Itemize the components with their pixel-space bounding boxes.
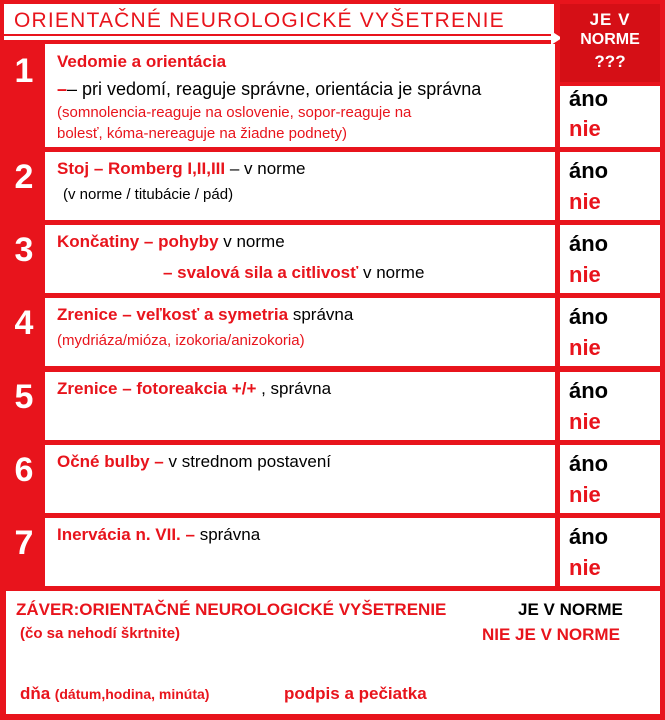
date-label: dňa <box>20 684 51 703</box>
answer-no[interactable]: nie <box>569 409 601 434</box>
row-number: 4 <box>14 304 34 342</box>
date-field[interactable] <box>20 684 209 704</box>
row-5-line <box>57 379 331 399</box>
row-5-answers <box>560 372 660 440</box>
row-2-note: (v norme / titubácie / pád) <box>63 186 234 203</box>
row-5-title: Zrenice – fotoreakcia +/+ <box>57 379 257 398</box>
row-2-line <box>57 159 305 179</box>
conclusion-section <box>6 591 660 714</box>
arrow-line <box>4 36 556 40</box>
conclusion-abnormal-option[interactable]: NIE JE V NORME <box>482 625 620 644</box>
row-4-answers <box>560 298 660 366</box>
conclusion-label: ZÁVER:ORIENTAČNÉ NEUROLOGICKÉ VYŠETRENIE <box>16 600 447 619</box>
row-number: 2 <box>14 158 34 196</box>
row-6-answers <box>560 445 660 513</box>
answer-yes[interactable]: áno <box>569 158 609 183</box>
conclusion-note: (čo sa nehodí škrtnite) <box>20 625 181 642</box>
row-6-line <box>57 452 331 472</box>
answer-no[interactable]: nie <box>569 262 601 287</box>
row-1-desc: –– pri vedomí, reaguje správne, orientácia je správna <box>57 79 482 99</box>
row-3-title: Končatiny – pohyby <box>57 232 219 251</box>
norm-header <box>560 4 660 82</box>
row-4-line <box>57 305 353 325</box>
row-2-value: – v norme <box>225 159 306 178</box>
row-2-answers <box>560 152 660 220</box>
row-6-title: Očné bulby – <box>57 452 164 471</box>
norm-header-line3: ??? <box>594 52 626 71</box>
title-bar <box>4 4 554 34</box>
row-3-answers <box>560 225 660 293</box>
answer-no[interactable]: nie <box>569 555 601 580</box>
row-7-line <box>57 525 260 545</box>
row-4-title: Zrenice – veľkosť a symetria <box>57 305 289 324</box>
row-5-content <box>45 372 555 440</box>
row-5-value: , správna <box>256 379 332 398</box>
row-1-answers <box>560 86 660 147</box>
row-3-line-2 <box>163 263 424 283</box>
row-1-title: Vedomie a orientácia <box>57 52 227 71</box>
date-hint: (dátum,hodina, minúta) <box>54 686 210 702</box>
form-title: ORIENTAČNÉ NEUROLOGICKÉ VYŠETRENIE <box>14 9 505 32</box>
row-3-value-2: v norme <box>358 263 425 282</box>
row-number: 3 <box>14 231 34 269</box>
row-3-value-1: v norme <box>218 232 285 251</box>
row-1-note-1: (somnolencia-reaguje na oslovenie, sopor-reaguje na <box>57 104 412 121</box>
answer-no[interactable]: nie <box>569 189 601 214</box>
row-6-value: v strednom postavení <box>163 452 332 471</box>
answer-yes[interactable]: áno <box>569 86 609 111</box>
row-7-title: Inervácia n. VII. – <box>57 525 195 544</box>
row-7-content <box>45 518 555 586</box>
row-number: 1 <box>14 52 34 90</box>
row-7-value: správna <box>194 525 261 544</box>
answer-yes[interactable]: áno <box>569 524 609 549</box>
answer-no[interactable]: nie <box>569 116 601 141</box>
answer-yes[interactable]: áno <box>569 304 609 329</box>
row-4-value: správna <box>288 305 354 324</box>
norm-header-line2: NORME <box>580 31 640 48</box>
answer-no[interactable]: nie <box>569 482 601 507</box>
row-number: 6 <box>14 451 34 489</box>
answer-no[interactable]: nie <box>569 335 601 360</box>
answer-yes[interactable]: áno <box>569 231 609 256</box>
row-3-content <box>45 225 555 293</box>
row-1-desc-text: – pri vedomí, reaguje správne, orientácia je správna <box>67 79 482 99</box>
row-2-title: Stoj – Romberg I,II,III <box>57 159 226 178</box>
answer-yes[interactable]: áno <box>569 451 609 476</box>
row-3-line-1 <box>57 232 285 252</box>
row-1-content <box>45 44 555 147</box>
row-7-answers <box>560 518 660 586</box>
row-number: 5 <box>14 378 34 416</box>
conclusion-normal-option[interactable]: JE V NORME <box>518 600 623 619</box>
row-4-note: (mydriáza/mióza, izokoria/anizokoria) <box>57 332 305 349</box>
signature-label: podpis a pečiatka <box>284 684 427 703</box>
row-4-content <box>45 298 555 366</box>
norm-header-line1: JE V <box>589 10 631 29</box>
row-6-content <box>45 445 555 513</box>
answer-yes[interactable]: áno <box>569 378 609 403</box>
row-2-content <box>45 152 555 220</box>
row-number: 7 <box>14 524 34 562</box>
row-3-subtitle: – svalová sila a citlivosť <box>163 263 359 282</box>
row-1-note-2: bolesť, kóma-nereaguje na žiadne podnety) <box>57 125 347 142</box>
